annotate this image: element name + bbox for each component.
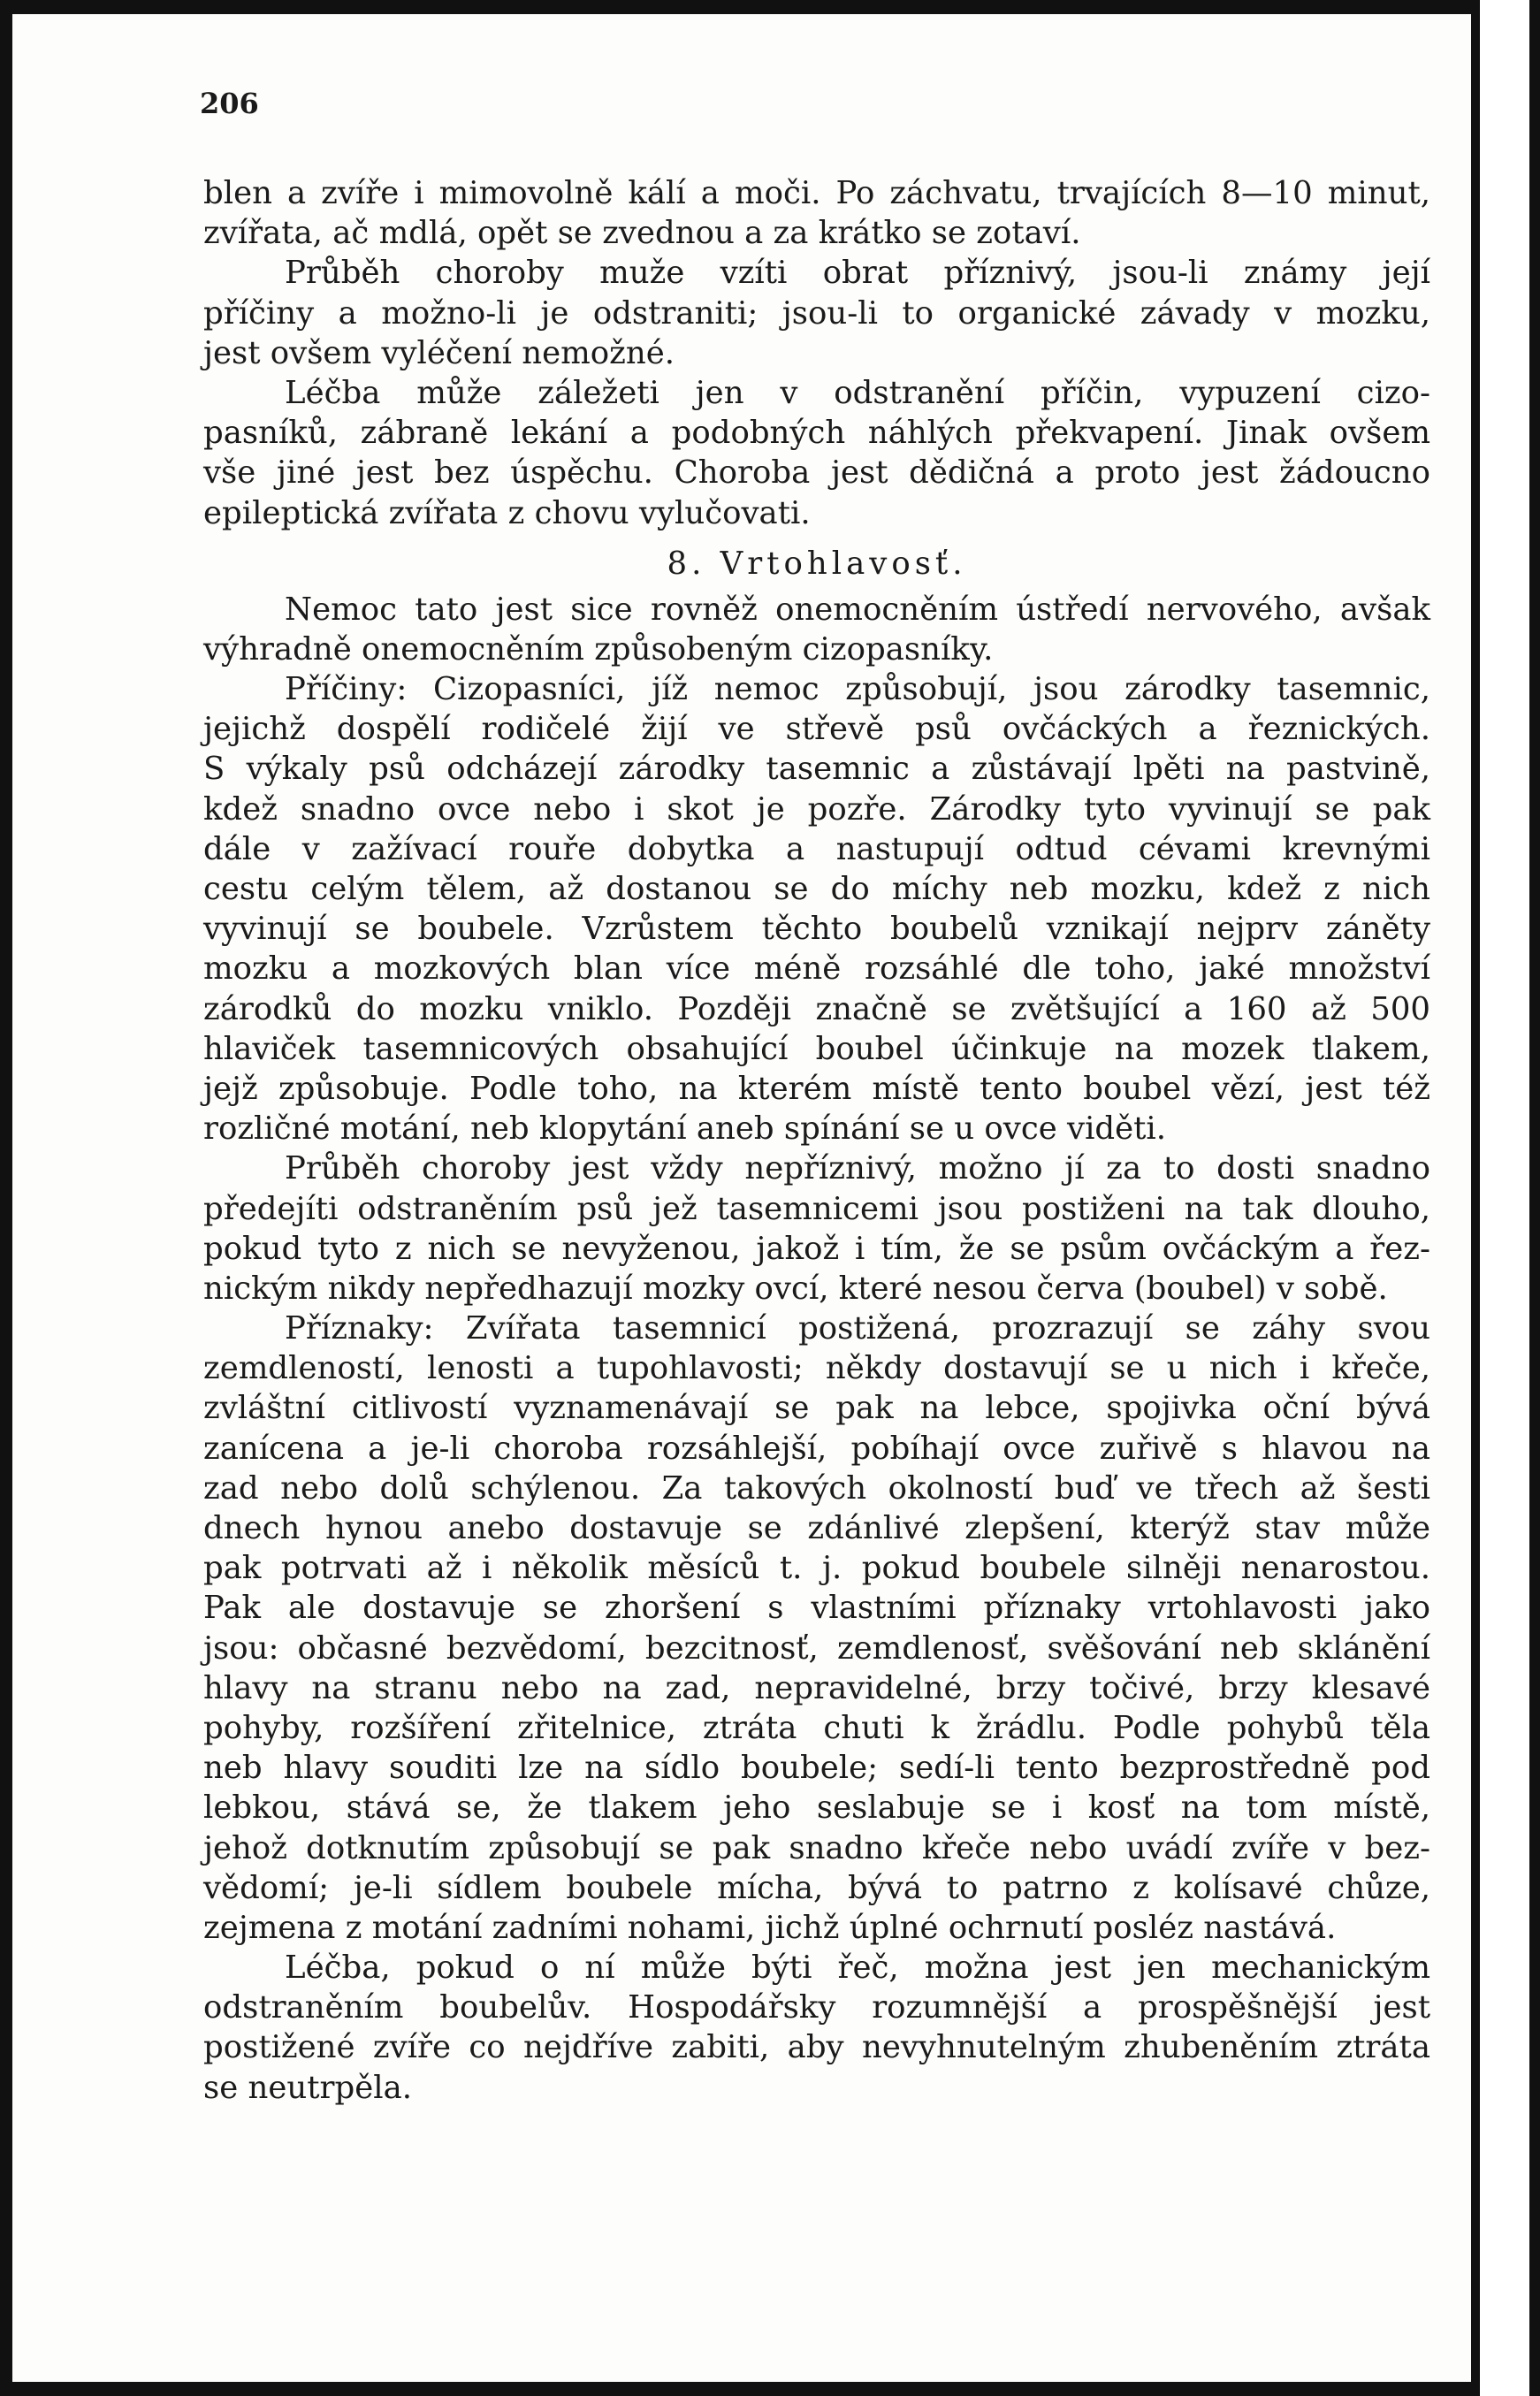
text-line: vědomí; je-li sídlem boubele mícha, bývá to patrno z kolísavé chůze, bbox=[203, 1869, 1430, 1906]
text-line: kdež snadno ovce nebo i skot je pozře. Zárodky tyto vyvinují se pak bbox=[203, 790, 1430, 828]
text-line: zemdleností, lenosti a tupohlavosti; někdy dostavují se u nich i křeče, bbox=[203, 1350, 1430, 1387]
text-line: dnech hynou anebo dostavuje se zdánlivé zlepšení, kterýž stav může bbox=[203, 1510, 1430, 1546]
text-line: vše jiné jest bez úspěchu. Choroba jest dědičná a proto jest žádoucno bbox=[203, 454, 1430, 492]
paragraph-group-vrtohlavost bbox=[203, 590, 1430, 2108]
text-line: předejíti odstraněním psů jež tasemnicemi jsou postiženi na tak dlouho, bbox=[203, 1190, 1430, 1227]
text-line: Příznaky: Zvířata tasemnicí postižená, prozrazují se záhy svou bbox=[285, 1310, 1430, 1347]
scan-border-left bbox=[0, 0, 12, 2396]
scan-border-top bbox=[0, 0, 1540, 14]
text-line: Průběh choroby muže vzíti obrat příznivý, jsou-li známy její bbox=[285, 255, 1430, 292]
text-line: blen a zvíře i mimovolně kálí a moči. Po záchvatu, trvajících 8—10 minut, bbox=[203, 175, 1430, 211]
text-line: Příčiny: Cizopasníci, jíž nemoc způsobují, jsou zárodky tasemnic, bbox=[285, 671, 1430, 708]
text-line: zejmena z motání zadními nohami, jichž úplné ochrnutí posléz nastává. bbox=[203, 1909, 1337, 1946]
text-line: jejichž dospělí rodičelé žijí ve střevě psů ovčáckých a řeznických. bbox=[203, 711, 1430, 748]
text-line: vyvinují se boubele. Vzrůstem těchto boubelů vznikají nejprv záněty bbox=[203, 911, 1430, 948]
text-line: mozku a mozkových blan více méně rozsáhlé dle toho, jaké množství bbox=[203, 950, 1430, 988]
text-line: pokud tyto z nich se nevyženou, jakož i tím, že se psům ovčáckým a řez- bbox=[203, 1230, 1430, 1267]
scan-border-bottom bbox=[0, 2382, 1540, 2396]
text-line: jehož dotknutím způsobují se pak snadno křeče nebo uvádí zvíře v bez- bbox=[203, 1829, 1430, 1866]
text-line: hlavy na stranu nebo na zad, nepravidelné, brzy točivé, brzy klesavé bbox=[203, 1669, 1430, 1706]
text-line: zvířata, ač mdlá, opět se zvednou a za krátko se zotaví. bbox=[203, 215, 1081, 252]
text-line: pak potrvati až i několik měsíců t. j. pokud boubele silněji nenarostou. bbox=[203, 1550, 1430, 1587]
text-line: pohyby, rozšíření zřitelnice, ztráta chuti k žrádlu. Podle pohybů těla bbox=[203, 1709, 1430, 1746]
page-number: 206 bbox=[200, 87, 259, 120]
text-line: příčiny a možno-li je odstraniti; jsou-li to organické závady v mozku, bbox=[203, 294, 1430, 332]
scan-border-right-gap bbox=[1471, 0, 1480, 2396]
text-line: epileptická zvířata z chovu vylučovati. bbox=[203, 494, 811, 531]
text-line: Průběh choroby jest vždy nepříznivý, možno jí za to dosti snadno bbox=[285, 1150, 1430, 1187]
body-text bbox=[203, 173, 1430, 2108]
paragraph-group-epilepsy bbox=[203, 173, 1430, 533]
text-line: pasníků, zábraně lekání a podobných náhlých překvapení. Jinak ovšem bbox=[203, 415, 1430, 452]
text-line: zad nebo dolů schýlenou. Za takových okolností buď ve třech až šesti bbox=[203, 1469, 1430, 1507]
text-line: rozličné motání, neb klopytání aneb spínání se u ovce viděti. bbox=[203, 1110, 1167, 1148]
text-line: dále v zažívací rouře dobytka a nastupují odtud cévami krevnými bbox=[203, 830, 1430, 867]
text-line: Nemoc tato jest sice rovněž onemocněním ústředí nervového, avšak bbox=[285, 591, 1430, 628]
text-line: se neutrpěla. bbox=[203, 2069, 413, 2106]
text-line: zanícena a je-li choroba rozsáhlejší, pobíhají ovce zuřivě s hlavou na bbox=[203, 1430, 1430, 1467]
text-line: výhradně onemocněním způsobeným cizopasníky. bbox=[203, 630, 994, 668]
text-line: jejž způsobuje. Podle toho, na kterém místě tento boubel vězí, jest též bbox=[203, 1070, 1430, 1107]
text-line: hlaviček tasemnicových obsahující boubel účinkuje na mozek tlakem, bbox=[203, 1030, 1430, 1067]
scan-border-right-edge bbox=[1529, 0, 1540, 2396]
text-line: cestu celým tělem, až dostanou se do míchy neb mozku, kdež z nich bbox=[203, 871, 1430, 907]
text-line: nickým nikdy nepředhazují mozky ovcí, které nesou červa (boubel) v sobě. bbox=[203, 1270, 1388, 1307]
text-line: S výkaly psů odcházejí zárodky tasemnic a zůstávají lpěti na pastvině, bbox=[203, 751, 1430, 788]
text-line: jsou: občasné bezvědomí, bezcitnosť, zemdlenosť, svěšování neb sklánění bbox=[203, 1629, 1430, 1667]
text-line: postižené zvíře co nejdříve zabiti, aby nevyhnutelným zhubeněním ztráta bbox=[203, 2029, 1430, 2066]
text-line: zárodků do mozku vniklo. Později značně se zvětšující a 160 až 500 bbox=[203, 990, 1430, 1027]
text-line: Léčba, pokud o ní může býti řeč, možna jest jen mechanickým bbox=[285, 1950, 1430, 1987]
text-line: neb hlavy souditi lze na sídlo boubele; sedí-li tento bezprostředně pod bbox=[203, 1750, 1430, 1787]
text-line: odstraněním boubelův. Hospodářsky rozumnější a prospěšnější jest bbox=[203, 1989, 1430, 2026]
section-heading: 8. Vrtohlavosť. bbox=[667, 545, 967, 582]
text-line: zvláštní citlivostí vyznamenávají se pak na lebce, spojivka oční bývá bbox=[203, 1390, 1430, 1427]
text-line: jest ovšem vyléčení nemožné. bbox=[203, 334, 675, 371]
text-line: Pak ale dostavuje se zhoršení s vlastními příznaky vrtohlavosti jako bbox=[203, 1590, 1430, 1627]
text-line: lebkou, stává se, že tlakem jeho seslabuje se i kosť na tom místě, bbox=[203, 1789, 1430, 1827]
text-line: Léčba může záležeti jen v odstranění příčin, vypuzení cizo- bbox=[285, 374, 1430, 411]
